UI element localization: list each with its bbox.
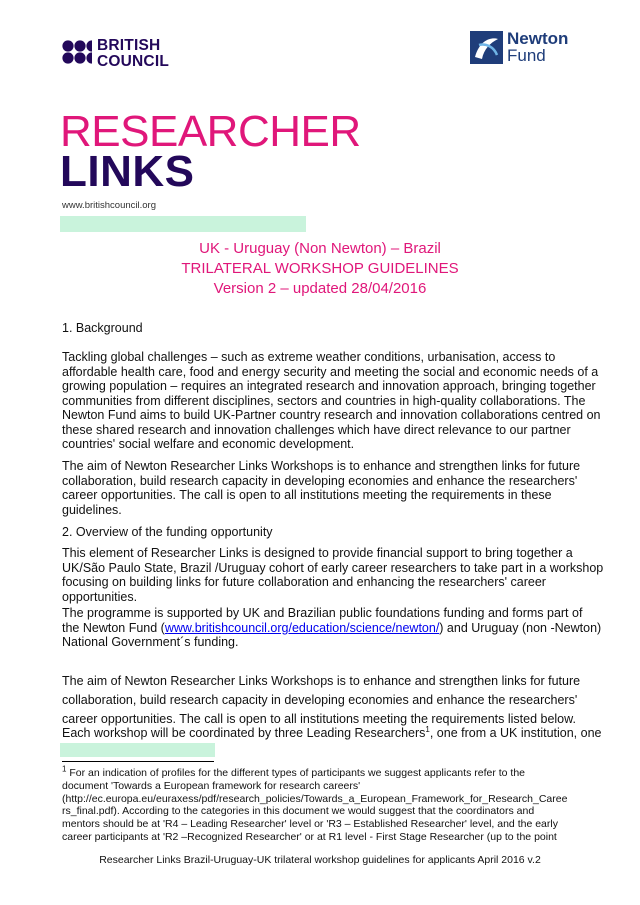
footnote-line: mentors should be at 'R4 – Leading Researcher' level or 'R3 – Established Researcher' level, and the early (62, 818, 558, 831)
highlight-bar (60, 216, 306, 232)
paragraph-line (62, 724, 602, 741)
british-council-wordmark: BRITISH COUNCIL (97, 37, 170, 70)
paragraph-line: The aim of Newton Researcher Links Workshops is to enhance and strengthen links for future (62, 459, 581, 473)
paragraph-line: career opportunities. The call is open to all institutions meeting the requirements listed below. (62, 712, 576, 726)
footnote-line (62, 764, 592, 780)
section-heading-overview: 2. Overview of the funding opportunity (62, 525, 273, 539)
paragraph-line: Tackling global challenges – such as extreme weather conditions, urbanisation, access to (62, 350, 556, 364)
page-footer: Researcher Links Brazil-Uruguay-UK trilateral workshop guidelines for applicants April 2016 v.2 (99, 854, 541, 866)
footnote-ref[interactable]: 1 (425, 724, 430, 734)
paragraph-line: these shared research and innovation challenges which have direct relevance to our partner (62, 422, 571, 437)
newton-fund-link[interactable]: www.britishcouncil.org/education/science/newton/ (164, 620, 440, 635)
newton-fund-wordmark: Newton Fund (507, 29, 569, 65)
paragraph-line: National Government´s funding. (62, 635, 239, 649)
website-url: www.britishcouncil.org (62, 200, 156, 211)
researcher-banner-line1: RESEARCHER (60, 107, 361, 156)
overview-paragraph-3 (62, 672, 582, 729)
footnote-divider (62, 761, 214, 762)
paragraph-line: opportunities. (62, 589, 138, 604)
paragraph-line: communities from different disciplines, sectors and countries in high-quality collaborations. The (62, 393, 586, 408)
background-paragraph-2 (62, 459, 582, 517)
paragraph-line: growing population – requires an integrated research and innovation approach, bringing together (62, 379, 596, 393)
overview-paragraph-2 (62, 606, 602, 650)
paragraph-text: the Newton Fund ( (62, 620, 165, 635)
paragraph-line: The programme is supported by UK and Brazilian public foundations funding and forms part of (62, 606, 583, 620)
footnote-text: For an indication of profiles for the different types of participants we suggest applicants refer to the (66, 767, 526, 779)
paragraph-line: The aim of Newton Researcher Links Workshops is to enhance and strengthen links for future (62, 674, 581, 688)
paragraph-text: , one from a UK institution, one (429, 726, 602, 740)
overview-paragraph-1 (62, 546, 604, 604)
paragraph-text: Each workshop will be coordinated by three Leading Researchers (62, 726, 426, 740)
footnote-line: career participants at 'R2 –Recognized Researcher' or at R1 level - First Stage Researcher (up to the point (62, 830, 557, 843)
footnote-line: rs_final.pdf). According to the categories in this document we would suggest that the coordinators and (62, 805, 535, 818)
highlight-bar (60, 743, 215, 757)
paragraph-line: career opportunities. The call is open to all institutions meeting the requirements in these (62, 488, 552, 502)
paragraph-line: Newton Fund aims to build UK-Partner country research and innovation collaborations centred on (62, 408, 601, 422)
title-line: TRILATERAL WORKSHOP GUIDELINES (181, 260, 459, 277)
paragraph-line: This element of Researcher Links is designed to provide financial support to bring together a (62, 546, 573, 560)
footnote-line: (http://ec.europa.eu/euraxess/pdf/research_policies/Towards_a_European_Framework_for_Research_Caree (62, 792, 568, 805)
british-council-logo-icon (62, 40, 92, 70)
title-line: Version 2 – updated 28/04/2016 (213, 280, 427, 297)
paragraph-line: UK/São Paulo State, Brazil /Uruguay cohort of early career researchers to take part in a workshop (62, 560, 604, 575)
paragraph-line: collaboration, build research capacity in developing economies and enhance the researchers' (62, 473, 578, 488)
researcher-banner-line2: LINKS (60, 147, 195, 196)
paragraph-line: affordable health care, food and energy security and meeting the social and economic needs of a (62, 364, 599, 379)
newton-fund-logo-icon (470, 31, 503, 64)
document-title (0, 239, 640, 299)
footnote-marker: 1 (62, 764, 67, 774)
paragraph-line: guidelines. (62, 502, 122, 517)
footnote-line: document 'Towards a European framework for research careers' (62, 779, 361, 792)
title-line: UK - Uruguay (Non Newton) – Brazil (199, 240, 441, 257)
paragraph-line: focusing on building links for future collaboration and enhancing the researchers' career (62, 575, 546, 589)
background-paragraph-1 (62, 350, 601, 452)
footnote (62, 764, 592, 844)
section-heading-background: 1. Background (62, 321, 143, 335)
paragraph-text: ) and Uruguay (non -Newton) (439, 620, 602, 635)
paragraph-line: countries' social welfare and economic development. (62, 437, 355, 451)
overview-paragraph-4 (62, 724, 602, 741)
paragraph-line (62, 620, 602, 636)
paragraph-line: collaboration, build research capacity in developing economies and enhance the researchers' (62, 693, 578, 707)
